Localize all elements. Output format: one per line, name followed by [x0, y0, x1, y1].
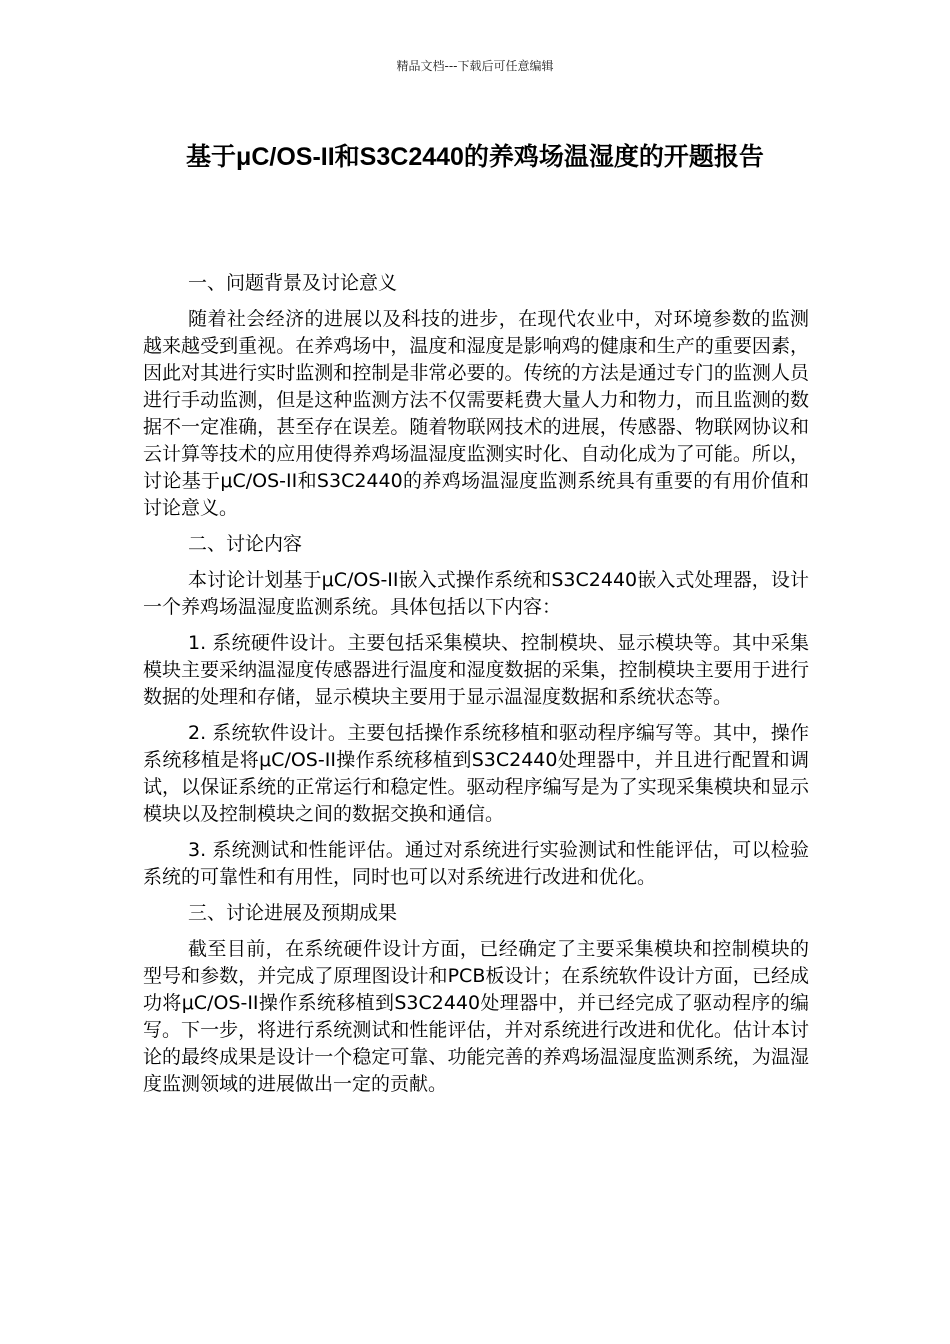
list-item-hardware: 1. 系统硬件设计。主要包括采集模块、控制模块、显示模块等。其中采集模块主要采纳温湿度传感器进行温度和湿度数据的采集，控制模块主要用于进行数据的处理和存储，显示模块主要用于显示温湿度数据和系统状态等。: [143, 632, 809, 708]
paragraph-progress: 截至目前，在系统硬件设计方面，已经确定了主要采集模块和控制模块的型号和参数，并完成了原理图设计和PCB板设计；在系统软件设计方面，已经成功将μC/OS-II操作系统移植到S3C2440处理器中，并已经完成了驱动程序的编写。下一步，将进行系统测试和性能评估，并对系统进行改进和优化。估计本讨论的最终成果是设计一个稳定可靠、功能完善的养鸡场温湿度监测系统，为温湿度监测领域的进展做出一定的贡献。: [143, 938, 809, 1095]
list-item-testing: 3. 系统测试和性能评估。通过对系统进行实验测试和性能评估，可以检验系统的可靠性和有用性，同时也可以对系统进行改进和优化。: [143, 839, 809, 888]
section-heading-background: 一、问题背景及讨论意义: [188, 272, 398, 294]
paragraph-content-intro: 本讨论计划基于μC/OS-II嵌入式操作系统和S3C2440嵌入式处理器，设计一个养鸡场温湿度监测系统。具体包括以下内容：: [143, 569, 809, 618]
paragraph-background: 随着社会经济的进展以及科技的进步，在现代农业中，对环境参数的监测越来越受到重视。在养鸡场中，温度和湿度是影响鸡的健康和生产的重要因素，因此对其进行实时监测和控制是非常必要的。传统的方法是通过专门的监测人员进行手动监测，但是这种监测方法不仅需要耗费大量人力和物力，而且监测的数据不一定准确，甚至存在误差。随着物联网技术的进展，传感器、物联网协议和云计算等技术的应用使得养鸡场温湿度监测实时化、自动化成为了可能。所以，讨论基于μC/OS-II和S3C2440的养鸡场温湿度监测系统具有重要的有用价值和讨论意义。: [143, 308, 809, 519]
list-item-software: 2. 系统软件设计。主要包括操作系统移植和驱动程序编写等。其中，操作系统移植是将μC/OS-II操作系统移植到S3C2440处理器中，并且进行配置和调试，以保证系统的正常运行和稳定性。驱动程序编写是为了实现采集模块和显示模块以及控制模块之间的数据交换和通信。: [143, 722, 809, 825]
document-title: 基于μC/OS-II和S3C2440的养鸡场温湿度的开题报告: [186, 143, 764, 171]
page-header: 精品文档---下载后可任意编辑: [396, 59, 554, 73]
section-heading-progress: 三、讨论进展及预期成果: [188, 902, 398, 924]
section-heading-content: 二、讨论内容: [188, 533, 303, 555]
document-body: [143, 270, 809, 1107]
